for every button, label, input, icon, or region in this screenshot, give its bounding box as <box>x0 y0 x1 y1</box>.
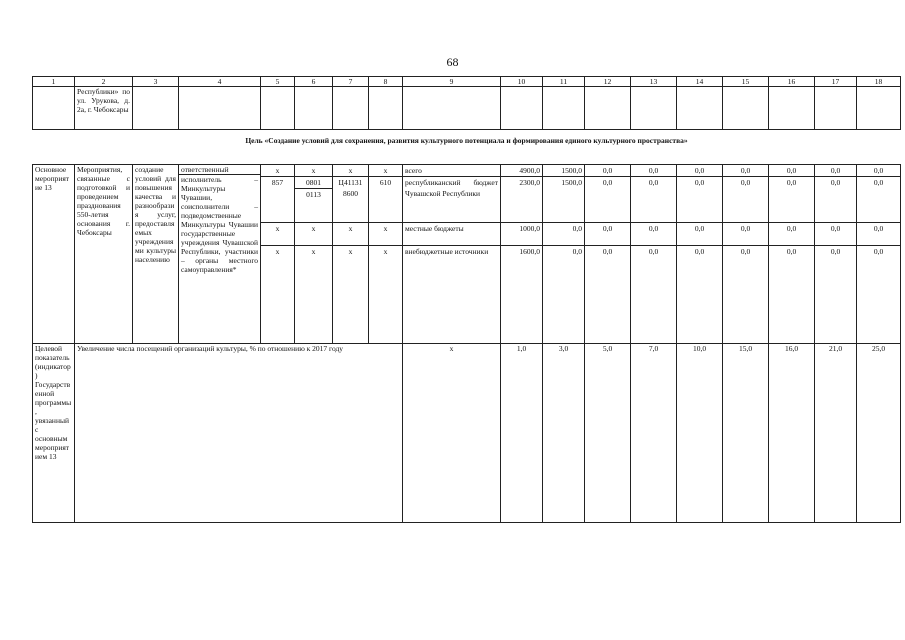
article-value: x <box>333 165 368 177</box>
section-value: 0113 <box>306 190 321 199</box>
goal-row <box>33 130 901 165</box>
target-value: 1,0 <box>501 344 543 523</box>
year-cell <box>769 165 815 344</box>
target-value: 5,0 <box>585 344 631 523</box>
continuation-row <box>33 87 901 130</box>
funding-value: 1500,0 <box>543 165 584 177</box>
funding-value: 1500,0 <box>543 177 584 223</box>
col-number: 15 <box>723 77 769 87</box>
funding-value: 0,0 <box>769 177 814 223</box>
funding-value: 0,0 <box>873 247 884 256</box>
year-cell <box>857 165 901 344</box>
cell <box>815 87 857 130</box>
funding-source-cell <box>403 165 501 344</box>
funding-value: 0,0 <box>585 165 630 177</box>
section-value: x <box>295 165 332 177</box>
funding-value: 4900,0 <box>501 165 542 177</box>
funding-value: 1600,0 <box>519 247 540 256</box>
target-value: 7,0 <box>631 344 677 523</box>
year-cell <box>543 165 585 344</box>
year-cell <box>631 165 677 344</box>
col-number: 18 <box>857 77 901 87</box>
col-number: 16 <box>769 77 815 87</box>
col-number: 9 <box>403 77 501 87</box>
section-value: x <box>311 247 316 256</box>
year-cell <box>501 165 543 344</box>
funding-value: 0,0 <box>694 247 705 256</box>
section-value: x <box>295 223 332 246</box>
funding-value: 0,0 <box>857 223 900 246</box>
program-table <box>32 76 901 523</box>
funding-value: 0,0 <box>769 165 814 177</box>
funding-value: 0,0 <box>815 177 856 223</box>
funding-value: 0,0 <box>857 177 900 223</box>
cell <box>631 87 677 130</box>
funding-value: 1000,0 <box>501 223 542 246</box>
target-value: 25,0 <box>857 344 901 523</box>
funding-value: 0,0 <box>543 223 584 246</box>
target-article-cell <box>333 165 369 344</box>
year-cell <box>723 165 769 344</box>
funding-source: республиканский бюджет Чувашской Республики <box>403 177 500 223</box>
target-description: Увеличение числа посещений организаций культуры, % по отношению к 2017 году <box>75 344 403 523</box>
target-value: 10,0 <box>677 344 723 523</box>
expense-type-value: x <box>383 247 388 256</box>
article-value: x <box>333 223 368 246</box>
executors-main: исполнитель – Минкультуры Чувашии, соисполнители – подведомственные Минкультуры Чувашии государственные учреждения Чувашской Республики, участники – органы местного самоуправления* <box>181 175 258 274</box>
target-value: 15,0 <box>723 344 769 523</box>
funding-value: 0,0 <box>677 177 722 223</box>
target-indicator-row <box>33 344 901 523</box>
page-number: 68 <box>446 55 459 69</box>
section-cell <box>295 165 333 344</box>
cell <box>295 87 333 130</box>
target-value: 21,0 <box>815 344 857 523</box>
cell <box>501 87 543 130</box>
article-value: 8600 <box>343 189 358 198</box>
funding-value: 0,0 <box>602 247 613 256</box>
grbs-cell <box>261 165 295 344</box>
target-value: 16,0 <box>769 344 815 523</box>
target-marker: x <box>403 344 501 523</box>
funding-value: 2300,0 <box>501 177 542 223</box>
executors-top: ответственный <box>179 165 260 175</box>
funding-value: 0,0 <box>723 223 768 246</box>
article-group <box>333 177 368 223</box>
cell <box>543 87 585 130</box>
cell <box>857 87 901 130</box>
measure-type: Основное мероприятие 13 <box>33 165 75 344</box>
grbs-value: x <box>275 247 280 256</box>
funding-value: 0,0 <box>815 223 856 246</box>
cell <box>403 87 501 130</box>
funding-source: всего <box>403 165 500 177</box>
col-number: 12 <box>585 77 631 87</box>
funding-value: 0,0 <box>631 177 676 223</box>
cell <box>333 87 369 130</box>
funding-source: внебюджетные источники <box>405 247 489 256</box>
grbs-value: x <box>261 165 294 177</box>
year-cell <box>815 165 857 344</box>
col-number: 3 <box>133 77 179 87</box>
goal-heading: Цель «Создание условий для сохранения, развития культурного потенциала и формирования единого культурного пространства» <box>33 130 901 165</box>
grbs-value: 857 <box>261 177 294 223</box>
measure-row <box>33 165 901 344</box>
year-cell <box>677 165 723 344</box>
col-number: 17 <box>815 77 857 87</box>
col-number: 6 <box>295 77 333 87</box>
article-value: x <box>348 247 353 256</box>
funding-source: местные бюджеты <box>403 223 500 246</box>
target-label: Целевой показатель (индикатор) Государственной программы, увязанный с основным мероприятием 13 <box>33 344 75 523</box>
funding-value: 0,0 <box>815 165 856 177</box>
cell <box>33 87 75 130</box>
cell <box>723 87 769 130</box>
funding-value: 0,0 <box>677 165 722 177</box>
year-cell <box>585 165 631 344</box>
measure-executors <box>179 165 261 344</box>
funding-value: 0,0 <box>830 247 841 256</box>
col-number: 1 <box>33 77 75 87</box>
funding-value: 0,0 <box>572 247 582 256</box>
measure-goal: создание условий для повышения качества и разнообразия услуг, предоставляемых учреждениями культуры населению <box>133 165 179 344</box>
funding-value: 0,0 <box>648 247 659 256</box>
funding-value: 0,0 <box>769 223 814 246</box>
funding-value: 0,0 <box>677 223 722 246</box>
cell <box>769 87 815 130</box>
funding-value: 0,0 <box>585 223 630 246</box>
col-number: 13 <box>631 77 677 87</box>
grbs-value: x <box>261 223 294 246</box>
col-number: 7 <box>333 77 369 87</box>
cell <box>179 87 261 130</box>
expense-type-value: x <box>369 223 402 246</box>
funding-value: 0,0 <box>857 165 900 177</box>
funding-value: 0,0 <box>585 177 630 223</box>
col-number: 5 <box>261 77 295 87</box>
section-group <box>295 177 332 223</box>
section-value: 0801 <box>295 177 332 189</box>
article-value: Ц41131 <box>338 178 363 187</box>
funding-value: 0,0 <box>740 247 751 256</box>
expense-type-value: 610 <box>369 177 402 223</box>
cell <box>369 87 403 130</box>
col-number: 4 <box>179 77 261 87</box>
expense-type-cell <box>369 165 403 344</box>
col-number: 11 <box>543 77 585 87</box>
cell <box>677 87 723 130</box>
column-number-row <box>33 77 901 87</box>
col-number: 8 <box>369 77 403 87</box>
expense-type-value: x <box>369 165 402 177</box>
cell <box>133 87 179 130</box>
continuation-address: Республики» по ул. Урукова, д. 2а, г. Чебоксары <box>75 87 133 130</box>
funding-value: 0,0 <box>631 223 676 246</box>
measure-name: Мероприятия, связанные с подготовкой и проведением празднования 550-летия основания г. Чебоксары <box>75 165 133 344</box>
target-value: 3,0 <box>543 344 585 523</box>
col-number: 10 <box>501 77 543 87</box>
funding-value: 0,0 <box>631 165 676 177</box>
funding-value: 0,0 <box>786 247 797 256</box>
cell <box>261 87 295 130</box>
col-number: 2 <box>75 77 133 87</box>
cell <box>585 87 631 130</box>
funding-value: 0,0 <box>723 165 768 177</box>
col-number: 14 <box>677 77 723 87</box>
funding-value: 0,0 <box>723 177 768 223</box>
